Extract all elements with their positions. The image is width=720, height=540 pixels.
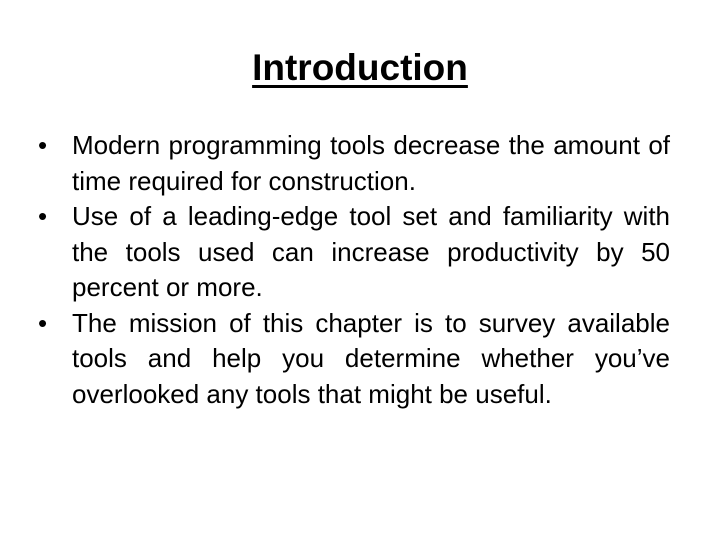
bullet-item xyxy=(38,128,670,199)
bullet-text: Modern programming tools decrease the amount of time required for construction. xyxy=(72,130,670,196)
slide-title-text: Introduction xyxy=(252,47,468,88)
bullet-point-icon: • xyxy=(38,130,48,160)
bullet-list xyxy=(38,128,670,412)
bullet-text: Use of a leading-edge tool set and familiarity with the tools used can increase productivity by 50 percent or more. xyxy=(72,201,670,302)
bullet-point-icon: • xyxy=(38,307,48,338)
bullet-item xyxy=(38,199,670,306)
slide-title xyxy=(0,42,720,94)
bullet-text: The mission of this chapter is to survey available tools and help you determine whether you’ve overlooked any tools that might be useful. xyxy=(72,307,670,409)
bullet-item xyxy=(38,306,670,413)
bullet-point-icon: • xyxy=(38,201,48,231)
